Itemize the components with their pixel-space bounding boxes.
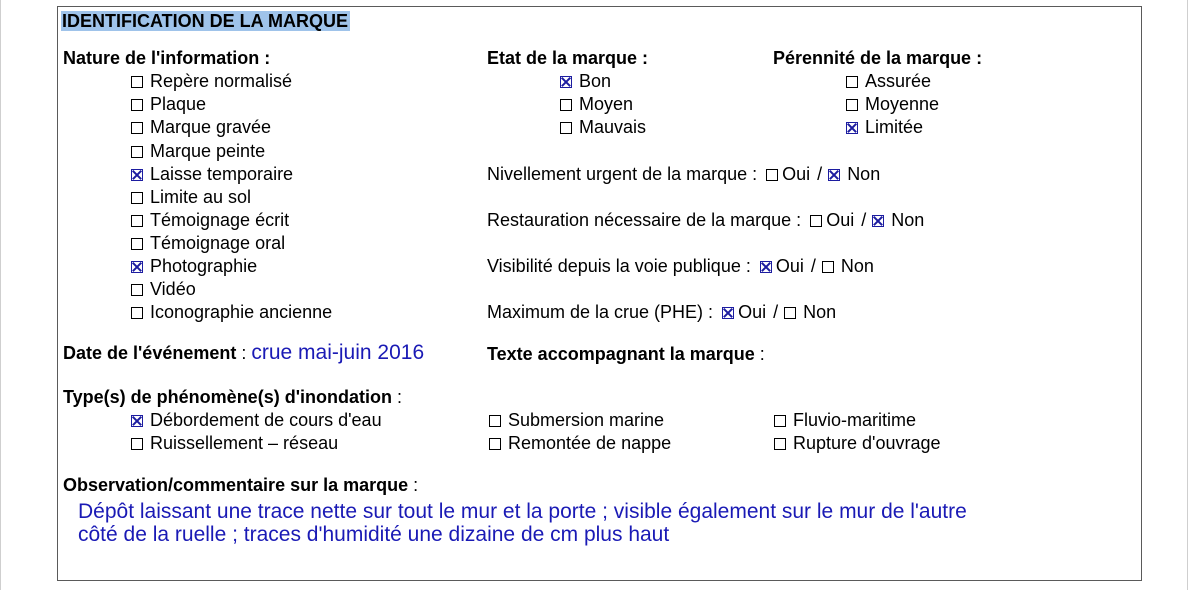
- oui-label: Oui: [738, 302, 767, 322]
- non-label: Non: [891, 210, 925, 230]
- checkbox-icon[interactable]: [131, 76, 143, 88]
- oui-label: Oui: [826, 210, 855, 230]
- question-label: Nivellement urgent de la marque :: [487, 164, 758, 184]
- nature-label: Nature de l'information :: [63, 48, 271, 68]
- checked-checkbox-icon[interactable]: [760, 261, 772, 273]
- question-label: Restauration nécessaire de la marque :: [487, 210, 802, 230]
- option-label: Moyen: [579, 94, 634, 114]
- checkbox-icon[interactable]: [560, 122, 572, 134]
- etat-label: Etat de la marque :: [487, 48, 649, 68]
- perennite-option[interactable]: [846, 93, 939, 115]
- phenomene-label: Type(s) de phénomène(s) d'inondation: [63, 387, 392, 407]
- right-page-edge: [1187, 0, 1188, 590]
- checked-checkbox-icon[interactable]: [828, 169, 840, 181]
- checkbox-icon[interactable]: [131, 238, 143, 250]
- option-label: Iconographie ancienne: [150, 302, 333, 322]
- checked-checkbox-icon[interactable]: [131, 261, 143, 273]
- option-label: Photographie: [150, 256, 258, 276]
- checked-checkbox-icon[interactable]: [131, 169, 143, 181]
- option-label: Bon: [579, 71, 612, 91]
- nature-option[interactable]: [131, 140, 265, 162]
- phenomene-option[interactable]: [131, 432, 338, 454]
- perennite-option[interactable]: [846, 70, 931, 92]
- checkbox-icon[interactable]: [822, 261, 834, 273]
- date-value[interactable]: crue mai-juin 2016: [251, 341, 425, 364]
- question-phe: Maximum de la crue (PHE) : Oui / Non: [487, 302, 837, 322]
- nature-option[interactable]: [131, 186, 251, 208]
- observation-label: Observation/commentaire sur la marque: [63, 475, 409, 495]
- option-label: Témoignage oral: [150, 233, 286, 253]
- nature-option[interactable]: [131, 163, 293, 185]
- non-label: Non: [803, 302, 837, 322]
- checkbox-icon[interactable]: [131, 307, 143, 319]
- checked-checkbox-icon[interactable]: [560, 76, 572, 88]
- checkbox-icon[interactable]: [131, 122, 143, 134]
- checkbox-icon[interactable]: [774, 438, 786, 450]
- checkbox-icon[interactable]: [131, 146, 143, 158]
- option-label: Témoignage écrit: [150, 210, 290, 230]
- nature-option[interactable]: [131, 70, 292, 92]
- checked-checkbox-icon[interactable]: [872, 215, 884, 227]
- checkbox-icon[interactable]: [131, 438, 143, 450]
- checkbox-icon[interactable]: [846, 76, 858, 88]
- checkbox-icon[interactable]: [810, 215, 822, 227]
- checkbox-icon[interactable]: [131, 215, 143, 227]
- etat-option[interactable]: [560, 93, 633, 115]
- date-row: Date de l'événement : crue mai-juin 2016: [63, 341, 425, 364]
- option-label: Assurée: [865, 71, 932, 91]
- phenomene-row: Type(s) de phénomène(s) d'inondation :: [63, 387, 402, 407]
- checkbox-icon[interactable]: [489, 415, 501, 427]
- checkbox-icon[interactable]: [131, 192, 143, 204]
- oui-label: Oui: [775, 256, 804, 276]
- option-label: Fluvio-maritime: [793, 410, 917, 430]
- texte-row: Texte accompagnant la marque :: [487, 344, 765, 364]
- question-label: Maximum de la crue (PHE) :: [487, 302, 714, 322]
- option-label: Moyenne: [865, 94, 940, 114]
- non-label: Non: [847, 164, 881, 184]
- oui-label: Oui: [782, 164, 811, 184]
- date-label: Date de l'événement: [63, 343, 237, 363]
- texte-label: Texte accompagnant la marque: [487, 344, 755, 364]
- option-label: Ruissellement – réseau: [150, 433, 339, 453]
- etat-option[interactable]: [560, 116, 646, 138]
- nature-option[interactable]: [131, 255, 257, 277]
- checkbox-icon[interactable]: [766, 169, 778, 181]
- phenomene-option[interactable]: [131, 409, 382, 431]
- nature-option[interactable]: [131, 209, 289, 231]
- question-label: Visibilité depuis la voie publique :: [487, 256, 751, 276]
- checkbox-icon[interactable]: [784, 307, 796, 319]
- checked-checkbox-icon[interactable]: [722, 307, 734, 319]
- checkbox-icon[interactable]: [131, 99, 143, 111]
- checked-checkbox-icon[interactable]: [131, 415, 143, 427]
- nature-option[interactable]: [131, 301, 332, 323]
- phenomene-option[interactable]: [774, 432, 941, 454]
- checkbox-icon[interactable]: [489, 438, 501, 450]
- nature-option[interactable]: [131, 93, 206, 115]
- option-label: Vidéo: [150, 279, 196, 299]
- option-label: Rupture d'ouvrage: [793, 433, 941, 453]
- option-label: Plaque: [150, 94, 207, 114]
- checkbox-icon[interactable]: [131, 284, 143, 296]
- option-label: Marque gravée: [150, 117, 272, 137]
- option-label: Limite au sol: [150, 187, 252, 207]
- left-page-edge: [0, 0, 1, 590]
- option-label: Laisse temporaire: [150, 164, 294, 184]
- section-title-text: IDENTIFICATION DE LA MARQUE: [62, 11, 348, 31]
- etat-option[interactable]: [560, 70, 611, 92]
- nature-option[interactable]: [131, 116, 271, 138]
- option-label: Limitée: [865, 117, 924, 137]
- question-visibilite: Visibilité depuis la voie publique : Oui / Non: [487, 256, 874, 276]
- non-label: Non: [840, 256, 874, 276]
- perennite-label: Pérennité de la marque :: [773, 48, 983, 68]
- phenomene-option[interactable]: [489, 432, 671, 454]
- observation-row: Observation/commentaire sur la marque :: [63, 475, 419, 495]
- nature-option[interactable]: [131, 278, 196, 300]
- checkbox-icon[interactable]: [846, 99, 858, 111]
- section-title: [61, 10, 350, 32]
- nature-option[interactable]: [131, 232, 285, 254]
- phenomene-option[interactable]: [774, 409, 916, 431]
- observation-line-1[interactable]: Dépôt laissant une trace nette sur tout le mur et la porte ; visible également sur le mur de l'autre: [78, 500, 967, 523]
- observation-line-2[interactable]: côté de la ruelle ; traces d'humidité une dizaine de cm plus haut: [78, 523, 670, 546]
- option-label: Mauvais: [579, 117, 647, 137]
- option-label: Submersion marine: [508, 410, 665, 430]
- question-restauration: Restauration nécessaire de la marque : Oui / Non: [487, 210, 925, 230]
- question-nivellement: Nivellement urgent de la marque : Oui / Non: [487, 164, 881, 184]
- perennite-option[interactable]: [846, 116, 923, 138]
- phenomene-option[interactable]: [489, 409, 664, 431]
- option-label: Repère normalisé: [150, 71, 293, 91]
- option-label: Débordement de cours d'eau: [150, 410, 382, 430]
- option-label: Marque peinte: [150, 141, 266, 161]
- option-label: Remontée de nappe: [508, 433, 672, 453]
- checkbox-icon[interactable]: [774, 415, 786, 427]
- checkbox-icon[interactable]: [560, 99, 572, 111]
- checked-checkbox-icon[interactable]: [846, 122, 858, 134]
